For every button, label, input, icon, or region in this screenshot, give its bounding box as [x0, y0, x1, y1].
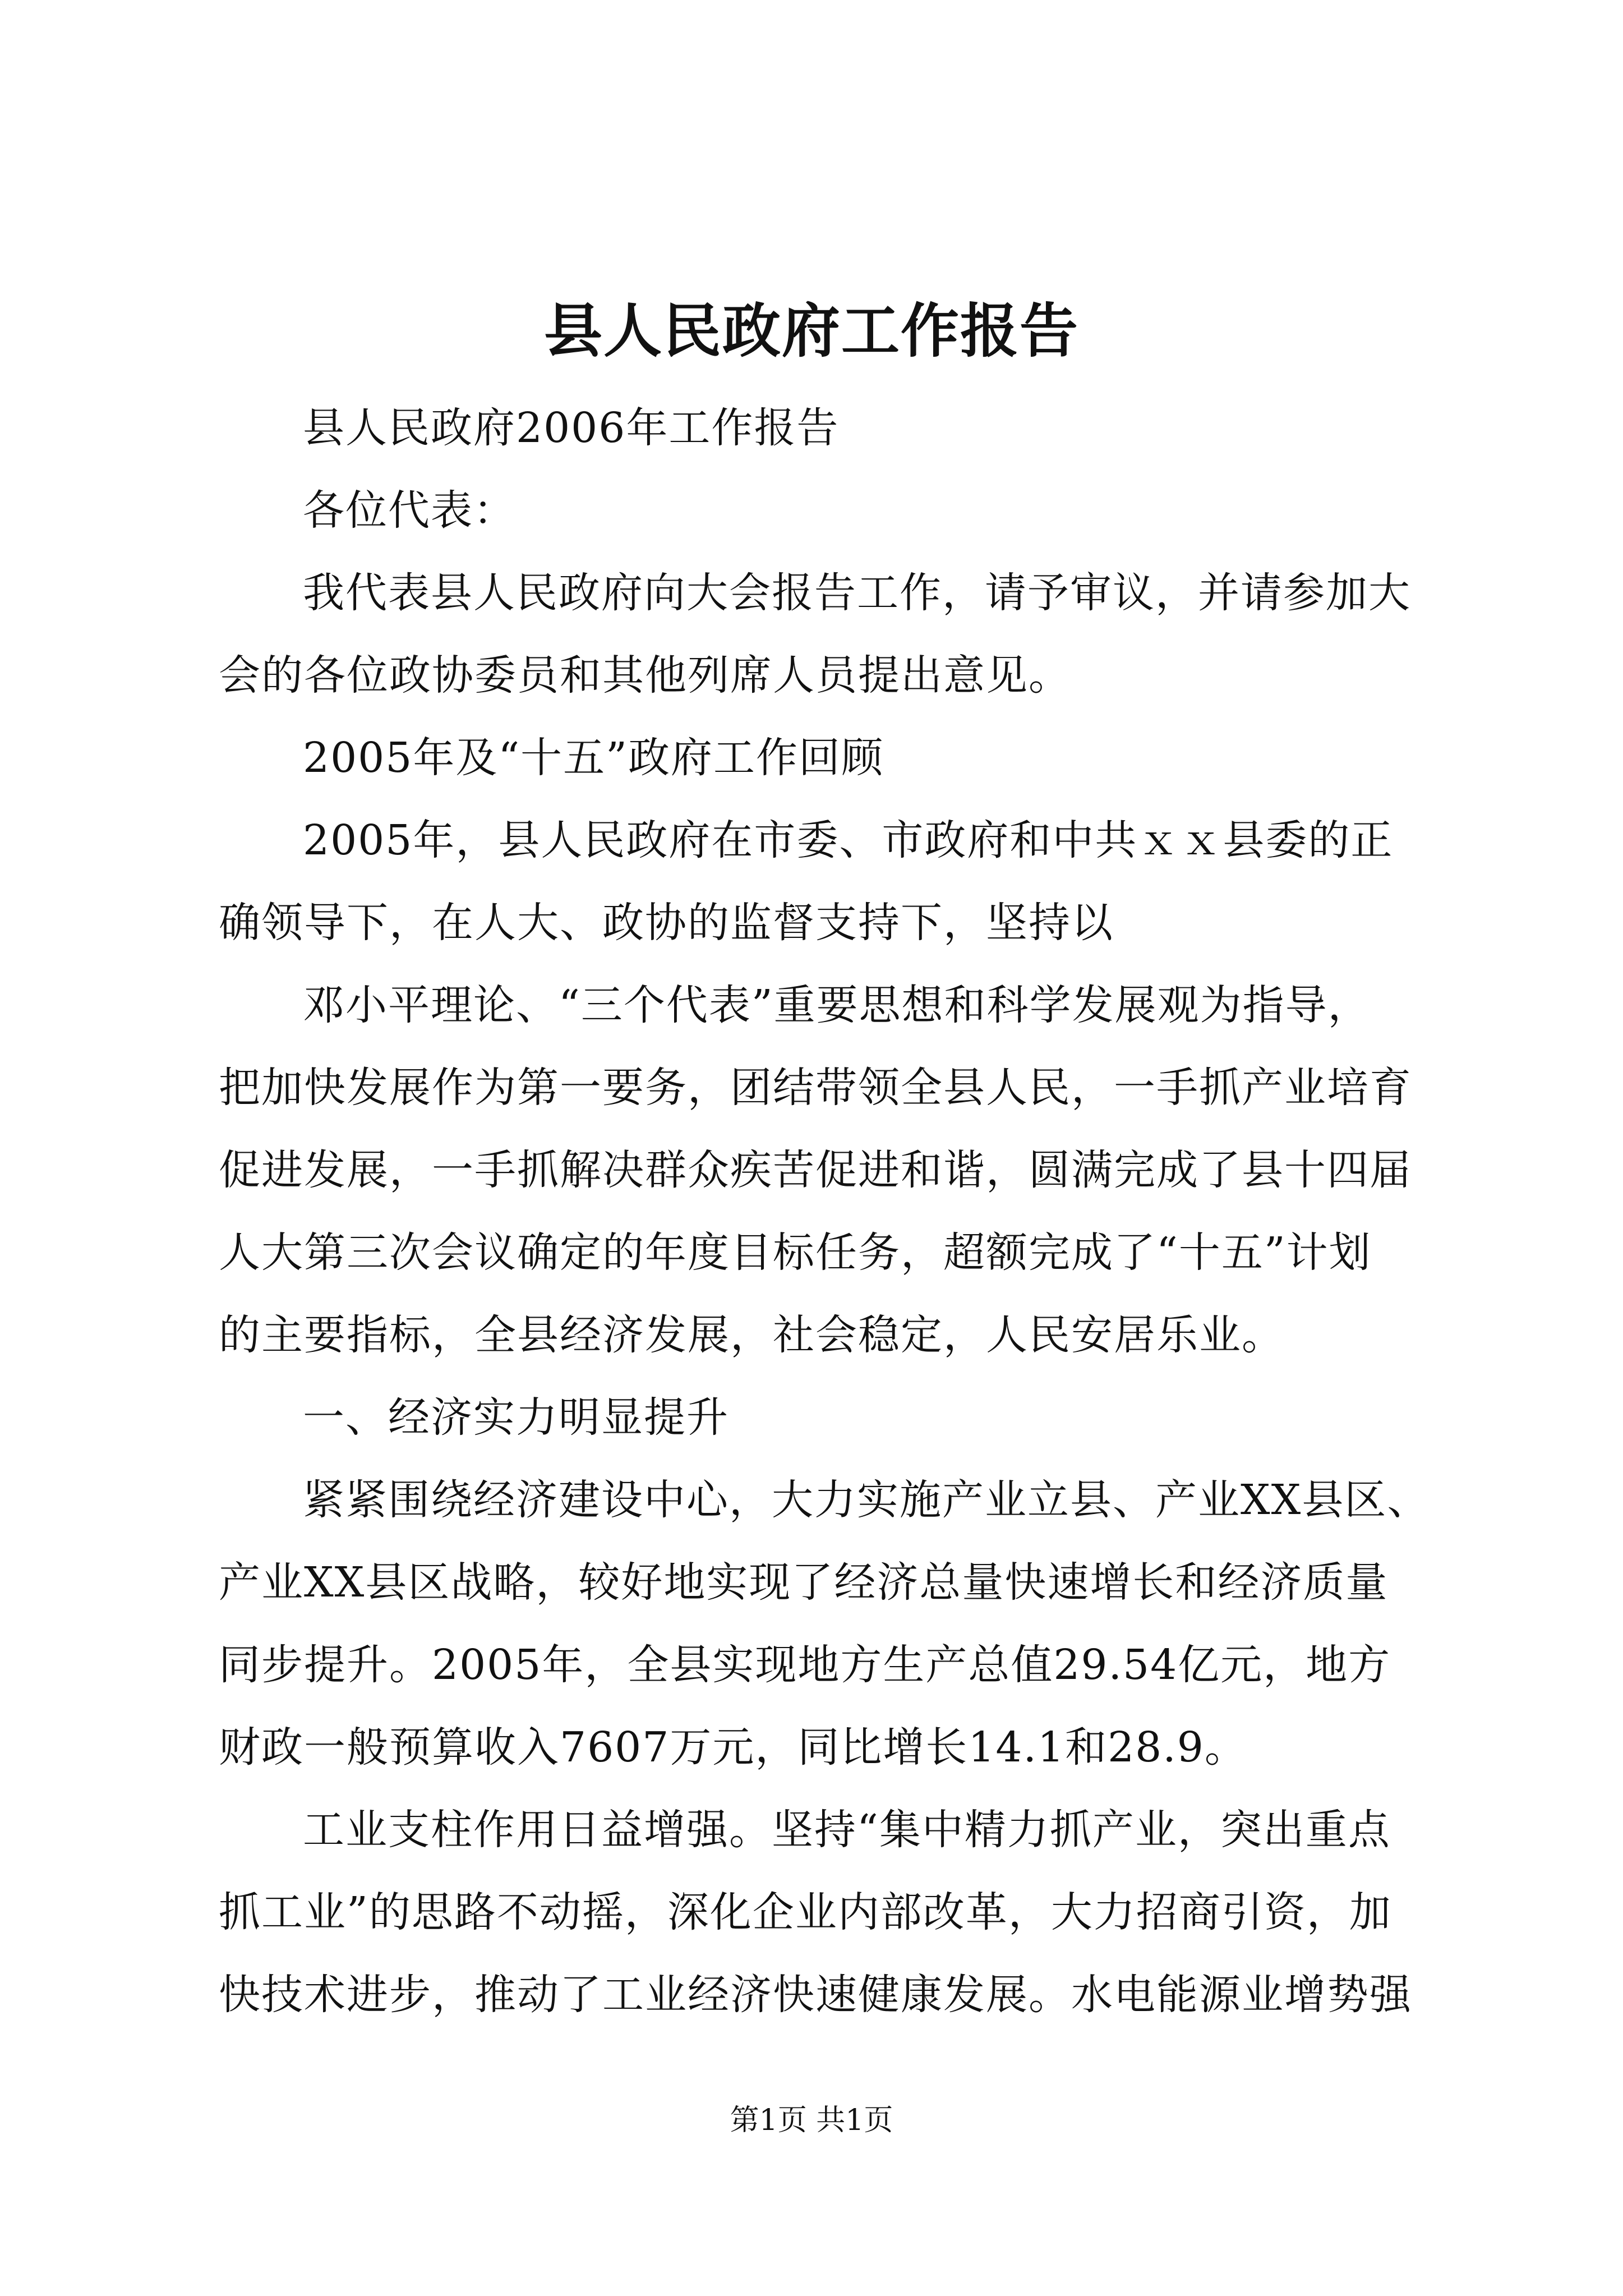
- paragraph: [219, 552, 1419, 717]
- paragraph: [219, 717, 1419, 799]
- document-title: 县人民政府工作报告: [543, 296, 1079, 365]
- text-line: 我代表县人民政府向大会报告工作，请予审议，并请参加大: [303, 569, 1411, 617]
- text-line: 邓小平理论、“三个代表”重要思想和科学发展观为指导，: [303, 981, 1371, 1029]
- text-line: 同步提升。2005年，全县实现地方生产总值29.54亿元，地方: [219, 1641, 1391, 1689]
- paragraph: [219, 1459, 1430, 1789]
- text-line: 2005年及“十五”政府工作回顾: [303, 734, 884, 782]
- paragraph: [219, 964, 1419, 1377]
- text-line: 各位代表：: [303, 486, 516, 535]
- paragraph: [219, 799, 1419, 964]
- text-line: 产业XX县区战略，较好地实现了经济总量快速增长和经济质量: [219, 1558, 1389, 1607]
- text-line: 人大第三次会议确定的年度目标任务，超额完成了“十五”计划: [219, 1228, 1372, 1277]
- page-footer: 第1页 共1页: [730, 2104, 893, 2137]
- text-line: 紧紧围绕经济建设中心，大力实施产业立县、产业XX县区、: [303, 1476, 1430, 1524]
- paragraph: [219, 1377, 1419, 1459]
- text-line: 县人民政府2006年工作报告: [303, 404, 840, 452]
- text-line: 会的各位政协委员和其他列席人员提出意见。: [219, 651, 1071, 700]
- text-line: 抓工业”的思路不动摇，深化企业内部改革，大力招商引资，加: [219, 1888, 1392, 1936]
- text-line: 确领导下，在人大、政协的监督支持下，坚持以: [219, 899, 1114, 947]
- text-line: 快技术进步，推动了工业经济快速健康发展。水电能源业增势强: [219, 1971, 1412, 2019]
- text-line: 财政一般预算收入7607万元，同比增长14.1和28.9。: [219, 1723, 1247, 1772]
- paragraph: [219, 387, 1419, 470]
- text-line: 促进发展，一手抓解决群众疾苦促进和谐，圆满完成了县十四届: [219, 1146, 1412, 1194]
- text-line: 把加快发展作为第一要务，团结带领全县人民，一手抓产业培育: [219, 1064, 1412, 1112]
- text-line: 一、经济实力明显提升: [303, 1393, 729, 1442]
- paragraph: [219, 470, 1419, 552]
- text-line: 工业支柱作用日益增强。坚持“集中精力抓产业，突出重点: [303, 1806, 1391, 1854]
- text-line: 2005年，县人民政府在市委、市政府和中共ｘｘ县委的正: [303, 816, 1394, 864]
- document-body: [219, 387, 1430, 2036]
- paragraph: [219, 1789, 1419, 2036]
- text-line: 的主要指标，全县经济发展，社会稳定，人民安居乐业。: [219, 1311, 1284, 1359]
